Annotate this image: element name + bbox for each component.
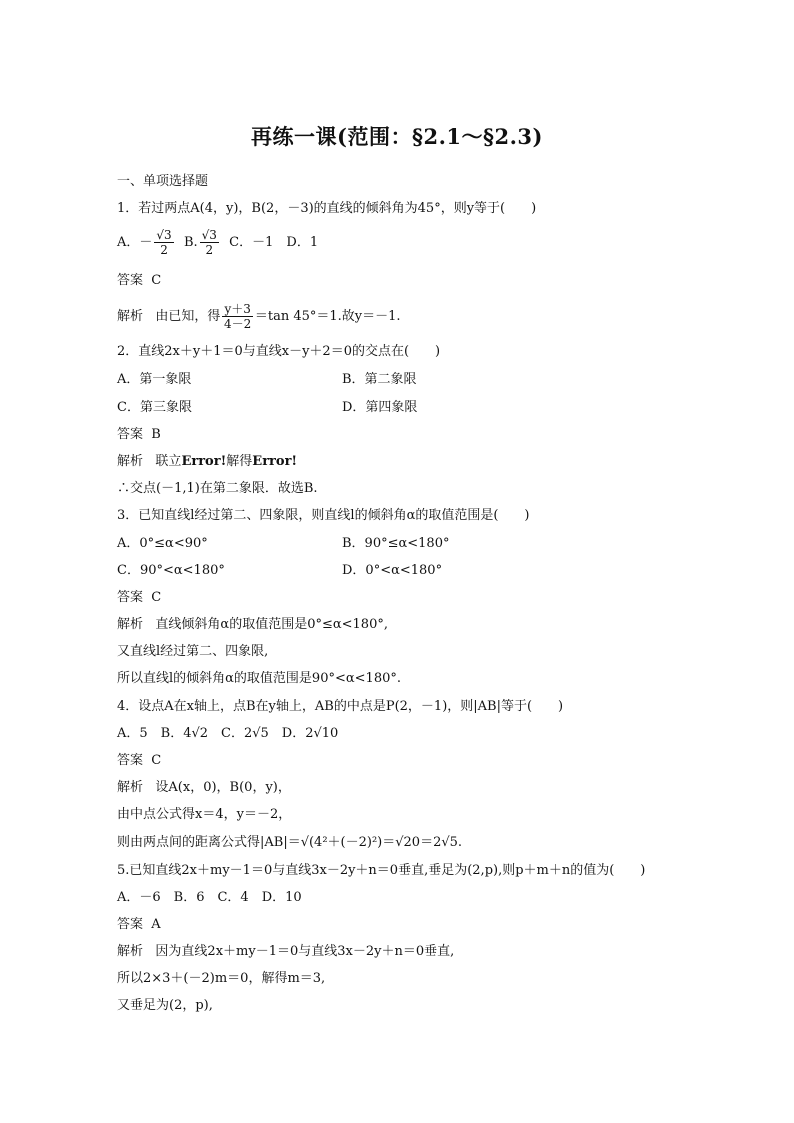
- q1-stem: 1．若过两点A(4，y)，B(2，－3)的直线的倾斜角为45°，则y等于( ): [117, 201, 537, 216]
- q1-answer-row: [117, 272, 161, 290]
- q1-option-b-fraction: [200, 228, 219, 257]
- q3-answer: C: [151, 590, 162, 605]
- q2-option-b: B．第二象限: [342, 372, 417, 387]
- q2-analysis-label: 解析: [117, 454, 144, 469]
- q1-option-b-den: 2: [205, 243, 214, 257]
- q1-analysis-prefix: 由已知，得: [155, 309, 221, 324]
- q1-frac-den: 4－2: [224, 317, 252, 331]
- q2-conclusion: ∴交点(－1,1)在第二象限．故选B.: [117, 481, 318, 496]
- q1-analysis-suffix: ＝tan 45°＝1.故y＝－1.: [254, 309, 401, 324]
- q1-answer: C: [151, 273, 162, 288]
- q5-analysis-line3: 又垂足为(2，p),: [117, 998, 213, 1013]
- q1-option-b-prefix: B.: [183, 235, 198, 250]
- q2-option-d: D．第四象限: [342, 400, 418, 415]
- q3-option-b: B．90°≤α<180°: [342, 536, 450, 551]
- q4-analysis-line2: 由中点公式得x＝4，y＝－2，: [117, 807, 292, 822]
- q3-analysis-line3: 所以直线l的倾斜角α的取值范围是90°<α<180°.: [117, 671, 401, 686]
- section-heading: 一、单项选择题: [117, 174, 209, 189]
- q1-option-a-fraction: [154, 228, 173, 257]
- q4-answer: C: [151, 753, 162, 768]
- q3-option-d: D．0°<α<180°: [342, 563, 443, 578]
- q1-analysis-row: [117, 302, 401, 332]
- q1-answer-label: 答案: [117, 273, 144, 288]
- q4-analysis: 设A(x，0)，B(0，y)，: [155, 780, 291, 795]
- page-title: 再练一课(范围：§2.1～§2.3): [251, 124, 543, 149]
- q5-options: A．－6 B．6 C．4 D．10: [117, 890, 302, 905]
- q5-answer: A: [151, 917, 161, 932]
- q1-analysis-fraction: [222, 302, 252, 331]
- q2-answer: B: [151, 427, 161, 442]
- q4-analysis-row: [117, 779, 291, 797]
- q1-options: [117, 228, 318, 258]
- q3-answer-row: [117, 589, 161, 607]
- q5-answer-row: [117, 916, 161, 934]
- q1-analysis-label: 解析: [117, 309, 144, 324]
- q1-option-a-num: √3: [156, 228, 172, 242]
- q3-analysis-row: [117, 616, 388, 634]
- q4-analysis-line3: 则由两点间的距离公式得|AB|＝√(4²＋(－2)²)＝√20＝2√5.: [117, 835, 463, 850]
- q5-analysis: 因为直线2x＋my－1＝0与直线3x－2y＋n＝0垂直,: [155, 944, 455, 959]
- q1-option-a-prefix: A．－: [117, 235, 153, 250]
- q1-option-b-num: √3: [201, 228, 217, 242]
- q5-stem: 5.已知直线2x＋my－1＝0与直线3x－2y＋n＝0垂直,垂足为(2,p),则p＋m＋n的值为( ): [117, 863, 646, 878]
- q2-option-c: C．第三象限: [117, 400, 192, 415]
- q4-answer-row: [117, 752, 161, 770]
- q2-answer-label: 答案: [117, 427, 144, 442]
- q4-stem: 4．设点A在x轴上，点B在y轴上，AB的中点是P(2，－1)，则|AB|等于( ): [117, 699, 564, 714]
- q2-analysis-prefix: 联立: [155, 454, 182, 469]
- q3-option-a: A．0°≤α<90°: [117, 536, 208, 551]
- q3-answer-label: 答案: [117, 590, 144, 605]
- q5-analysis-row: [117, 943, 454, 961]
- q5-analysis-label: 解析: [117, 944, 144, 959]
- q5-answer-label: 答案: [117, 917, 144, 932]
- q3-stem: 3．已知直线l经过第二、四象限，则直线l的倾斜角α的取值范围是( ): [117, 508, 530, 523]
- q4-analysis-label: 解析: [117, 780, 144, 795]
- q3-option-c: C．90°<α<180°: [117, 563, 225, 578]
- q3-analysis-label: 解析: [117, 617, 144, 632]
- q4-options: A．5 B．4√2 C．2√5 D．2√10: [117, 726, 339, 741]
- q2-stem: 2．直线2x＋y＋1＝0与直线x－y＋2＝0的交点在( ): [117, 344, 441, 359]
- q3-analysis-line2: 又直线l经过第二、四象限,: [117, 644, 269, 659]
- q4-answer-label: 答案: [117, 753, 144, 768]
- q2-analysis-row: [117, 453, 297, 471]
- q1-option-a-den: 2: [160, 243, 168, 257]
- q1-frac-num: y＋3: [224, 302, 251, 316]
- q2-answer-row: [117, 426, 161, 444]
- q2-option-a: A．第一象限: [117, 372, 192, 387]
- q2-error-1: Error!: [181, 454, 227, 469]
- q2-analysis-mid: 解得: [226, 454, 253, 469]
- q1-options-rest: C．－1 D．1: [229, 235, 319, 250]
- q5-analysis-line2: 所以2×3＋(－2)m＝0，解得m＝3,: [117, 971, 326, 986]
- q2-error-2: Error!: [252, 454, 298, 469]
- q3-analysis: 直线倾斜角α的取值范围是0°≤α<180°,: [155, 617, 388, 632]
